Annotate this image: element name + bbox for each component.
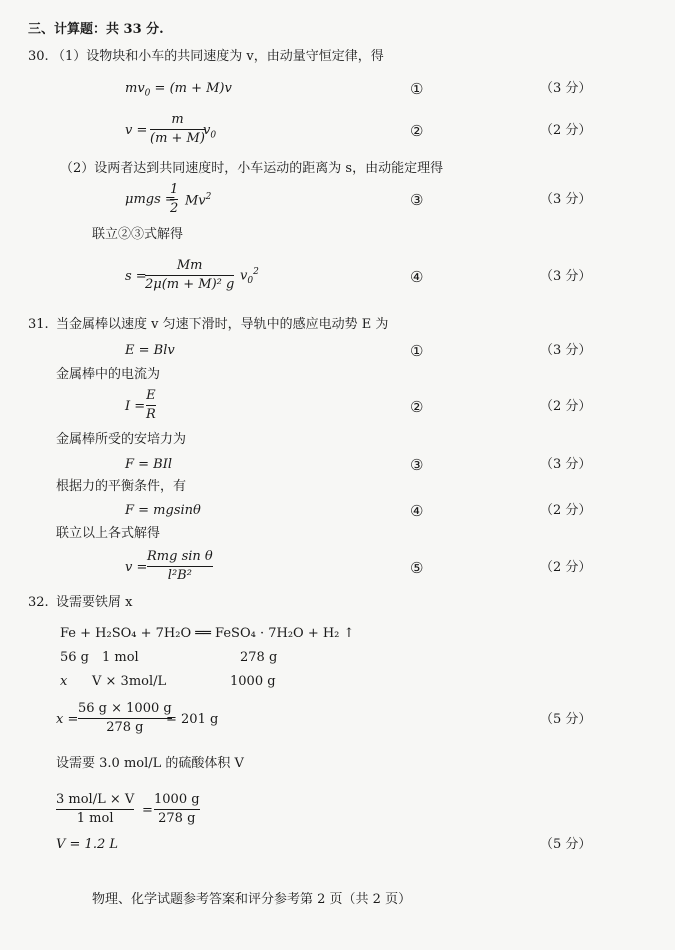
q30-eq2-fraction: m (m + M) bbox=[150, 112, 205, 147]
q31-eq1-points: （3 分） bbox=[540, 343, 592, 358]
q30-eq3-fraction: 1 2 bbox=[170, 182, 179, 217]
q32-eqv-fraction-left: 3 mol/L × V 1 mol bbox=[56, 792, 135, 827]
q30-eq3-circle: ③ bbox=[410, 191, 424, 209]
q30-eq2-circle: ② bbox=[410, 122, 424, 140]
q31-eq2-lhs: I = bbox=[125, 399, 146, 414]
q31-eq4-circle: ④ bbox=[410, 502, 424, 520]
q31-force-text: 金属棒所受的安培力为 bbox=[56, 432, 187, 447]
q32-eqv-fraction-right: 1000 g 278 g bbox=[154, 792, 200, 827]
q30-number: 30. bbox=[28, 49, 49, 64]
q30-eq4-points: （3 分） bbox=[540, 269, 592, 284]
q32-row1-fe: 56 g bbox=[60, 650, 89, 665]
q32-volume-text: 设需要 3.0 mol/L 的硫酸体积 V bbox=[56, 756, 244, 771]
q31-eq5-lhs: v = bbox=[125, 560, 148, 575]
q30-eq4-rhs: $v_0^2$ bbox=[240, 267, 259, 286]
q31-eq4: F = mgsinθ bbox=[125, 503, 201, 518]
q32-eqv-result: V = 1.2 L bbox=[56, 837, 118, 852]
q32-reaction: Fe + H₂SO₄ + 7H₂O ══ FeSO₄ · 7H₂O + H₂ ↑ bbox=[60, 626, 355, 641]
q31-eq4-points: （2 分） bbox=[540, 503, 592, 518]
q30-eq2-points: （2 分） bbox=[540, 123, 592, 138]
q31-eq3-points: （3 分） bbox=[540, 457, 592, 472]
q31-eq5-fraction: Rmg sin θ l²B² bbox=[147, 549, 213, 584]
q30-eq3-lhs: μmgs = bbox=[125, 192, 176, 207]
q31-eq5-points: （2 分） bbox=[540, 560, 592, 575]
q30-part1-text: （1）设物块和小车的共同速度为 v，由动量守恒定律，得 bbox=[52, 49, 384, 64]
q31-number: 31. bbox=[28, 317, 49, 332]
q31-text: 当金属棒以速度 v 匀速下滑时，导轨中的感应电动势 E 为 bbox=[56, 317, 389, 332]
q32-row2-acid: V × 3mol/L bbox=[92, 674, 167, 689]
q31-eq2-fraction: E R bbox=[146, 388, 156, 423]
q32-eqv-points: （5 分） bbox=[540, 837, 592, 852]
q30-eq1: $mv_0 = (m + M)v$ bbox=[125, 81, 232, 99]
q31-combine-text: 联立以上各式解得 bbox=[56, 526, 161, 541]
q32-text: 设需要铁屑 x bbox=[56, 595, 133, 610]
q32-row2-fe: x bbox=[60, 674, 68, 689]
q31-eq3-circle: ③ bbox=[410, 456, 424, 474]
q30-eq4-circle: ④ bbox=[410, 268, 424, 286]
q31-eq1-circle: ① bbox=[410, 342, 424, 360]
q32-eqx-fraction: 56 g × 1000 g 278 g bbox=[78, 701, 172, 736]
q30-eq1-points: （3 分） bbox=[540, 81, 592, 96]
q30-eq1-circle: ① bbox=[410, 80, 424, 98]
q31-current-text: 金属棒中的电流为 bbox=[56, 367, 161, 382]
q30-eq4-fraction: Mm 2μ(m + M)² g bbox=[145, 258, 235, 293]
q30-eq2-lhs: v = bbox=[125, 123, 148, 138]
q31-eq1: E = Blv bbox=[125, 343, 175, 358]
q31-eq3: F = BIl bbox=[125, 457, 173, 472]
q32-number: 32. bbox=[28, 595, 49, 610]
q32-eqx-points: （5 分） bbox=[540, 712, 592, 727]
q31-eq2-points: （2 分） bbox=[540, 399, 592, 414]
q30-eq2-rhs: $v_0$ bbox=[203, 123, 217, 141]
q32-row1-acid: 1 mol bbox=[102, 650, 139, 665]
q30-part2-text: （2）设两者达到共同速度时，小车运动的距离为 s，由动能定理得 bbox=[60, 161, 444, 176]
q30-eq4-lhs: s = bbox=[125, 269, 147, 284]
q30-eq3-points: （3 分） bbox=[540, 192, 592, 207]
q32-eqx-result: = 201 g bbox=[166, 712, 219, 727]
q32-eqx-lhs: x = bbox=[56, 712, 79, 727]
page-footer: 物理、化学试题参考答案和评分参考第 2 页（共 2 页） bbox=[92, 892, 412, 907]
q30-combine-text: 联立②③式解得 bbox=[92, 227, 184, 242]
q31-balance-text: 根据力的平衡条件，有 bbox=[56, 479, 187, 494]
section-title: 三、计算题：共 33 分. bbox=[28, 22, 164, 37]
q30-eq3-rhs: Mv$^2$ bbox=[185, 192, 212, 209]
q32-row1-salt: 278 g bbox=[240, 650, 278, 665]
q31-eq2-circle: ② bbox=[410, 398, 424, 416]
q31-eq5-circle: ⑤ bbox=[410, 559, 424, 577]
q32-eqv-equals: = bbox=[142, 803, 153, 818]
q32-row2-salt: 1000 g bbox=[230, 674, 276, 689]
